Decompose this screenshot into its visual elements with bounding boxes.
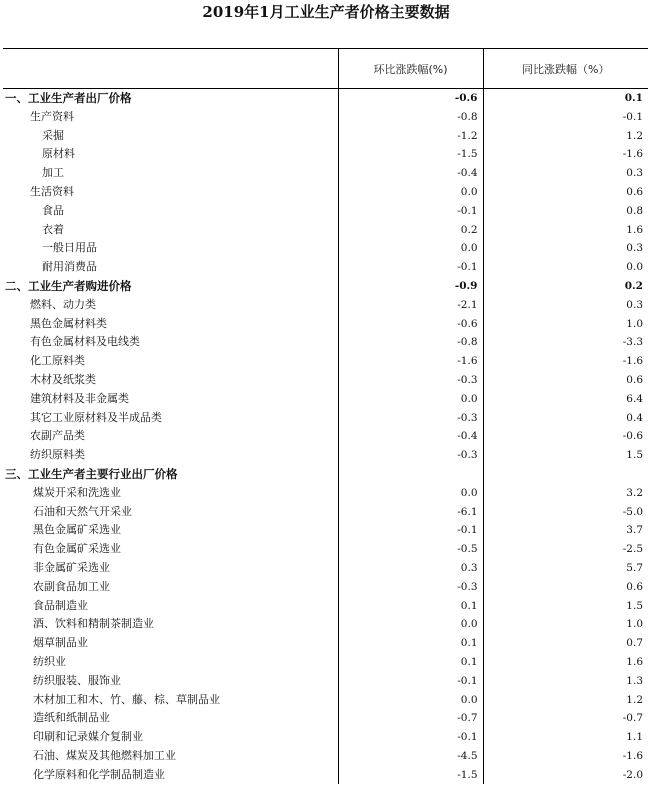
row-yoy-value: 0.8	[483, 202, 648, 221]
row-label: 三、工业生产者主要行业出厂价格	[5, 466, 178, 481]
row-yoy-value: 0.4	[483, 409, 648, 428]
row-mom-value: -1.5	[338, 766, 483, 785]
row-yoy-value: 1.1	[483, 728, 648, 747]
table-row	[3, 371, 648, 390]
row-yoy-value: 1.6	[483, 653, 648, 672]
table-row	[3, 390, 648, 409]
table-row	[3, 597, 648, 616]
row-label: 石油、煤炭及其他燃料加工业	[33, 748, 176, 762]
row-mom-value: -0.3	[338, 371, 483, 390]
table-row	[3, 221, 648, 240]
table-row	[3, 653, 648, 672]
table-header-row	[3, 49, 648, 89]
row-label: 生产资料	[30, 109, 74, 123]
row-yoy-value: 1.5	[483, 597, 648, 616]
row-yoy-value: 1.5	[483, 446, 648, 465]
row-label: 农副食品加工业	[33, 579, 110, 593]
row-yoy-value: -1.6	[483, 352, 648, 371]
row-label: 食品制造业	[33, 598, 88, 612]
row-label: 印刷和记录媒介复制业	[33, 730, 143, 744]
table-row	[3, 691, 648, 710]
page-title: 2019年1月工业生产者价格主要数据	[202, 3, 450, 21]
row-mom-value: 0.0	[338, 390, 483, 409]
table-row	[3, 766, 648, 785]
row-mom-value: -0.3	[338, 578, 483, 597]
table-row	[3, 239, 648, 258]
row-label: 原材料	[42, 147, 75, 161]
row-yoy-value: -0.1	[483, 108, 648, 127]
row-yoy-value: -3.3	[483, 333, 648, 352]
row-mom-value: 0.0	[338, 183, 483, 202]
row-mom-value: -0.1	[338, 202, 483, 221]
table-row	[3, 578, 648, 597]
row-yoy-value: 6.4	[483, 390, 648, 409]
row-yoy-value: 0.6	[483, 578, 648, 597]
row-mom-value: 0.1	[338, 634, 483, 653]
row-yoy-value: 0.1	[483, 89, 648, 108]
row-yoy-value: 1.6	[483, 221, 648, 240]
table-row	[3, 277, 648, 296]
table-row	[3, 127, 648, 146]
row-mom-value: -0.7	[338, 709, 483, 728]
row-mom-value: -0.3	[338, 446, 483, 465]
row-label: 木材加工和木、竹、藤、棕、草制品业	[33, 692, 220, 706]
row-yoy-value: 0.3	[483, 164, 648, 183]
price-data-table	[3, 48, 648, 784]
table-body	[3, 89, 648, 785]
row-mom-value: 0.1	[338, 597, 483, 616]
row-mom-value: 0.3	[338, 559, 483, 578]
table-row	[3, 315, 648, 334]
row-label: 加工	[42, 166, 64, 180]
row-mom-value: 0.0	[338, 484, 483, 503]
row-mom-value: -0.6	[338, 315, 483, 334]
row-label: 非金属矿采选业	[33, 560, 110, 574]
row-label: 二、工业生产者购进价格	[5, 278, 132, 293]
row-mom-value: -0.3	[338, 409, 483, 428]
table-row	[3, 333, 648, 352]
row-mom-value: 0.0	[338, 615, 483, 634]
row-yoy-value: 1.0	[483, 315, 648, 334]
row-mom-value: 0.2	[338, 221, 483, 240]
row-label: 燃料、动力类	[30, 297, 96, 311]
row-label: 纺织原料类	[30, 448, 85, 462]
row-mom-value: -0.1	[338, 728, 483, 747]
row-yoy-value: 0.0	[483, 258, 648, 277]
table-row	[3, 465, 648, 484]
row-mom-value: -0.1	[338, 521, 483, 540]
row-yoy-value: 3.2	[483, 484, 648, 503]
table-row	[3, 258, 648, 277]
row-label: 黑色金属材料类	[30, 316, 107, 330]
row-mom-value: -0.6	[338, 89, 483, 108]
row-yoy-value: -1.6	[483, 145, 648, 164]
row-yoy-value: 1.3	[483, 672, 648, 691]
row-label: 一般日用品	[42, 241, 97, 255]
table-row	[3, 145, 648, 164]
row-mom-value: 0.0	[338, 691, 483, 710]
row-mom-value: -0.8	[338, 333, 483, 352]
row-mom-value	[338, 465, 483, 484]
row-label: 酒、饮料和精制茶制造业	[33, 617, 154, 631]
row-mom-value: -0.8	[338, 108, 483, 127]
row-label: 烟草制品业	[33, 636, 88, 650]
row-yoy-value: 0.7	[483, 634, 648, 653]
table-row	[3, 503, 648, 522]
row-yoy-value: 3.7	[483, 521, 648, 540]
row-label: 石油和天然气开采业	[33, 504, 132, 518]
table-row	[3, 164, 648, 183]
header-item	[3, 49, 338, 89]
row-label: 化学原料和化学制品制造业	[33, 767, 165, 781]
row-mom-value: -2.1	[338, 296, 483, 315]
row-mom-value: 0.1	[338, 653, 483, 672]
table-row	[3, 296, 648, 315]
row-label: 黑色金属矿采选业	[33, 523, 121, 537]
row-label: 造纸和纸制品业	[33, 711, 110, 725]
table-row	[3, 183, 648, 202]
table-row	[3, 728, 648, 747]
table-row	[3, 108, 648, 127]
row-label: 一、工业生产者出厂价格	[5, 91, 132, 105]
table-row	[3, 427, 648, 446]
row-mom-value: -0.5	[338, 540, 483, 559]
row-label: 有色金属材料及电线类	[30, 335, 140, 349]
row-label: 木材及纸浆类	[30, 372, 96, 386]
row-mom-value: -6.1	[338, 503, 483, 522]
row-label: 纺织服装、服饰业	[33, 673, 121, 687]
row-label: 化工原料类	[30, 354, 85, 368]
row-yoy-value	[483, 465, 648, 484]
row-label: 纺织业	[33, 654, 66, 668]
row-mom-value: -0.1	[338, 672, 483, 691]
table-row	[3, 446, 648, 465]
row-yoy-value: -0.7	[483, 709, 648, 728]
row-mom-value: -0.4	[338, 427, 483, 446]
header-yoy: 同比涨跌幅（%）	[483, 49, 648, 89]
row-yoy-value: 0.6	[483, 371, 648, 390]
row-yoy-value: 0.6	[483, 183, 648, 202]
row-yoy-value: -5.0	[483, 503, 648, 522]
row-mom-value: -1.6	[338, 352, 483, 371]
table-row	[3, 352, 648, 371]
row-yoy-value: 5.7	[483, 559, 648, 578]
row-label: 有色金属矿采选业	[33, 542, 121, 556]
row-label: 煤炭开采和洗选业	[33, 485, 121, 499]
row-yoy-value: 0.3	[483, 239, 648, 258]
table-row	[3, 672, 648, 691]
table-row	[3, 484, 648, 503]
row-yoy-value: -0.6	[483, 427, 648, 446]
row-yoy-value: 1.0	[483, 615, 648, 634]
row-label: 衣着	[42, 222, 64, 236]
table-row	[3, 202, 648, 221]
row-label: 采掘	[42, 128, 64, 142]
table-row	[3, 409, 648, 428]
row-mom-value: -0.9	[338, 277, 483, 296]
row-yoy-value: -2.5	[483, 540, 648, 559]
table-row	[3, 540, 648, 559]
table-row	[3, 615, 648, 634]
row-yoy-value: 0.2	[483, 277, 648, 296]
table-row	[3, 89, 648, 108]
row-yoy-value: -2.0	[483, 766, 648, 785]
row-label: 生活资料	[30, 184, 74, 198]
row-label: 建筑材料及非金属类	[30, 391, 129, 405]
row-yoy-value: 1.2	[483, 691, 648, 710]
row-yoy-value: 1.2	[483, 127, 648, 146]
row-mom-value: 0.0	[338, 239, 483, 258]
row-mom-value: -4.5	[338, 747, 483, 766]
table-row	[3, 709, 648, 728]
row-mom-value: -1.2	[338, 127, 483, 146]
header-mom: 环比涨跌幅(%)	[338, 49, 483, 89]
row-yoy-value: 0.3	[483, 296, 648, 315]
row-label: 耐用消费品	[42, 260, 97, 274]
row-mom-value: -0.1	[338, 258, 483, 277]
table-row	[3, 634, 648, 653]
table-row	[3, 559, 648, 578]
table-row	[3, 747, 648, 766]
table-row	[3, 521, 648, 540]
row-label: 食品	[42, 203, 64, 217]
row-mom-value: -1.5	[338, 145, 483, 164]
row-yoy-value: -1.6	[483, 747, 648, 766]
row-mom-value: -0.4	[338, 164, 483, 183]
row-label: 其它工业原材料及半成品类	[30, 410, 162, 424]
row-label: 农副产品类	[30, 429, 85, 443]
